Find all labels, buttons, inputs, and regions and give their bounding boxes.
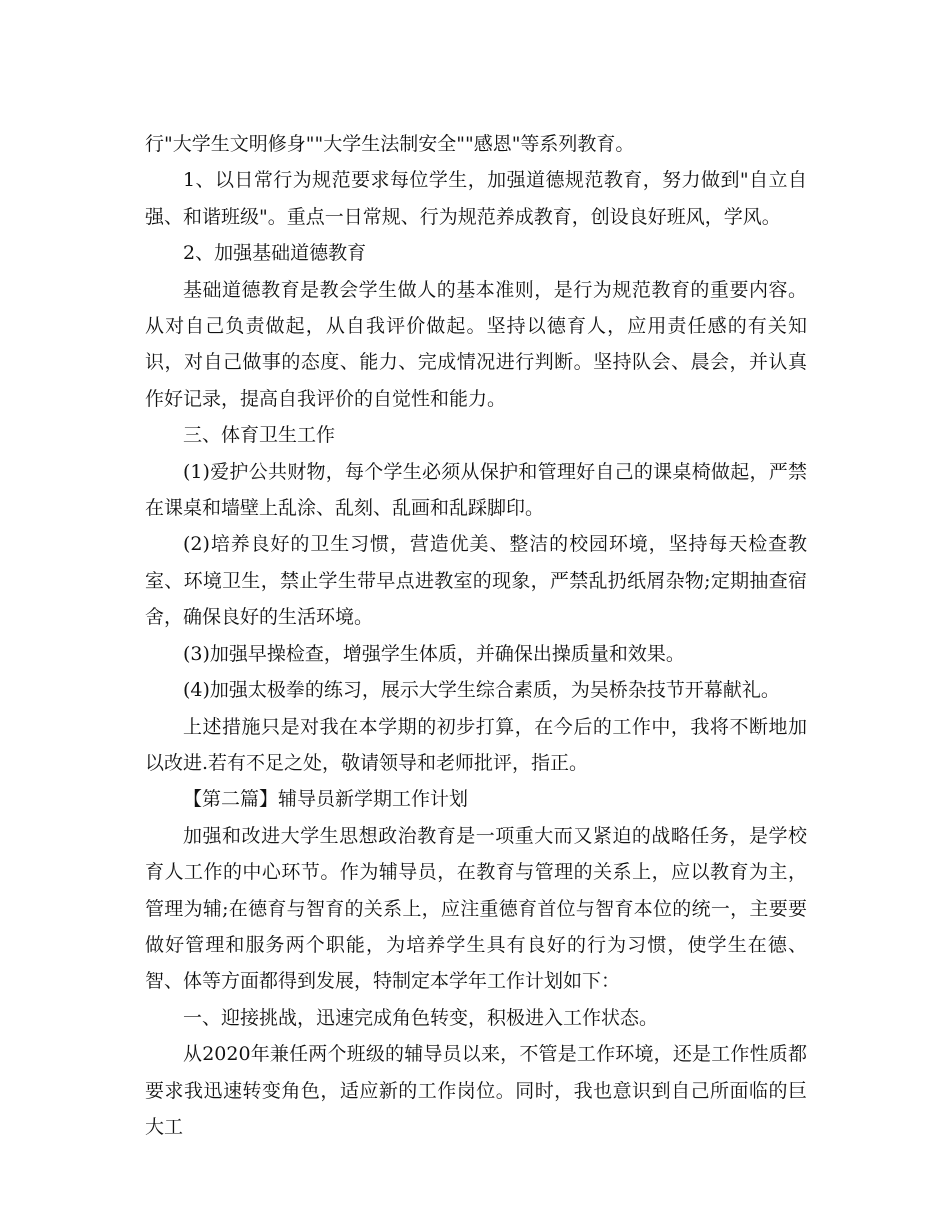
article-heading-second: 【第二篇】辅导员新学期工作计划 — [183, 788, 469, 811]
document-body — [145, 126, 807, 1145]
paragraph-item-protect-property: (1)爱护公共财物，每个学生必须从保护和管理好自己的课桌椅做起，严禁在课桌和墙壁上乱涂、乱刻、乱画和乱踩脚印。 — [145, 460, 807, 520]
paragraph-heading-2: 2、加强基础道德教育 — [183, 242, 367, 265]
paragraph-intro: 加强和改进大学生思想政治教育是一项重大而又紧迫的战略任务，是学校育人工作的中心环节。作为辅导员，在教育与管理的关系上，应以教育为主，管理为辅;在德育与智育的关系上，应注重德育首位与智育本位的统一，主要要做好管理和服务两个职能，为培养学生具有良好的行为习惯，使学生在德、智、体等方面都得到发展，特制定本学年工作计划如下： — [145, 824, 807, 993]
paragraph-item-taichi: (4)加强太极拳的练习，展示大学生综合素质，为吴桥杂技节开幕献礼。 — [183, 679, 780, 702]
paragraph-closing: 上述措施只是对我在本学期的初步打算，在今后的工作中，我将不断地加以改进.若有不足之处，敬请领导和老师批评，指正。 — [145, 715, 807, 774]
section-heading-challenge: 一、迎接挑战，迅速完成角色转变，积极进入工作状态。 — [183, 1006, 659, 1029]
section-heading-sports-hygiene: 三、体育卫生工作 — [183, 424, 336, 447]
paragraph-item-hygiene-habits: (2)培养良好的卫生习惯，营造优美、整洁的校园环境，坚持每天检查教室、环境卫生，禁止学生带早点进教室的现象，严禁乱扔纸屑杂物;定期抽查宿舍，确保良好的生活环境。 — [145, 533, 807, 629]
paragraph-continuation: 行"大学生文明修身""大学生法制安全""感恩"等系列教育。 — [145, 133, 635, 155]
paragraph-item-1: 1、以日常行为规范要求每位学生，加强道德规范教育，努力做到"自立自强、和谐班级"。重点一日常规、行为规范养成教育，创设良好班风，学风。 — [145, 169, 807, 228]
paragraph-item-morning-exercise: (3)加强早操检查，增强学生体质，并确保出操质量和效果。 — [183, 642, 685, 665]
paragraph-moral-education: 基础道德教育是教会学生做人的基本准则，是行为规范教育的重要内容。从对自己负责做起，从自我评价做起。坚持以德育人，应用责任感的有关知识，对自己做事的态度、能力、完成情况进行判断。坚持队会、晨会，并认真作好记录，提高自我评价的自觉性和能力。 — [145, 278, 807, 410]
paragraph-role-change: 从2020年兼任两个班级的辅导员以来，不管是工作环境，还是工作性质都要求我迅速转变角色，适应新的工作岗位。同时，我也意识到自己所面临的巨大工 — [145, 1043, 807, 1138]
